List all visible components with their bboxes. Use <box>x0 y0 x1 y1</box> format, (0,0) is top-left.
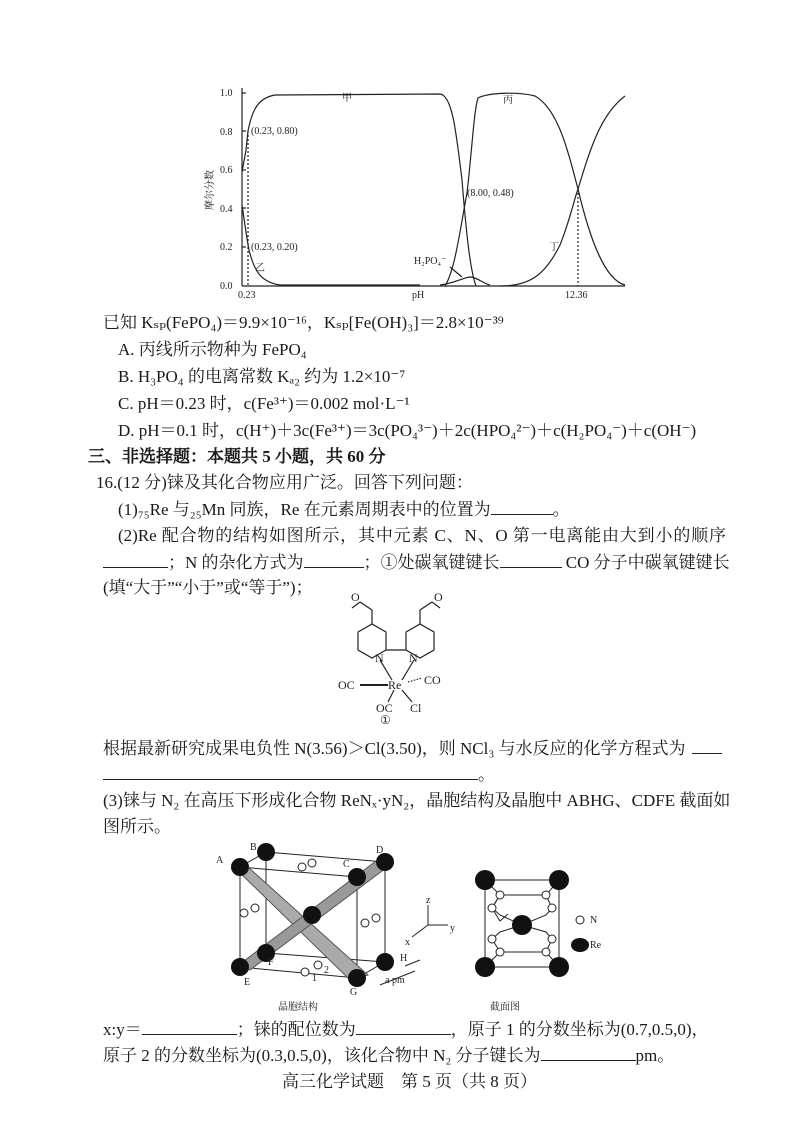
part-1 <box>118 498 570 521</box>
ytick: 0.0 <box>220 281 233 292</box>
answer-blank[interactable] <box>142 1018 237 1035</box>
answer-blank[interactable] <box>304 551 364 568</box>
option-a: A. 丙线所示物种为 FePO₄ <box>118 340 307 359</box>
ytick: 0.4 <box>220 204 233 215</box>
option-d: D. pH＝0.1 时，c(H⁺)＋3c(Fe³⁺)＝3c(PO₄³⁻)＋2c(HPO₄²⁻)＋c(H₂PO₄⁻)＋c(OH⁻) <box>118 421 697 440</box>
vertex-label-e: E <box>244 977 251 988</box>
answer-blank[interactable] <box>491 498 553 515</box>
part-3-line-3 <box>103 1018 709 1041</box>
ncl3-question <box>103 737 722 760</box>
cl-label: Cl <box>410 701 422 715</box>
y-axis-label: 摩尔分数 <box>205 170 216 210</box>
question-16-stem: 16.(12 分)铼及其化合物应用广泛。回答下列问题： <box>96 473 473 492</box>
x-axis-label: pH <box>412 290 425 301</box>
methoxy-o: O <box>351 592 360 604</box>
page-footer: 高三化学试题 第 5 页（共 8 页） <box>282 1072 537 1091</box>
annotation: (8.00, 0.48) <box>467 188 514 199</box>
axis-y: y <box>450 923 455 934</box>
text: 根据最新研究成果电负性 N(3.56)＞Cl(3.50)，则 NCl₃ 与水反应的化学方程式为 <box>103 739 686 758</box>
part-2-line-1: (2)Re 配合物的结构如图所示，其中元素 C、N、O 第一电离能由大到小的顺序 <box>118 526 726 545</box>
crystal-structure-figure <box>200 835 640 1020</box>
atom-1-label: 1 <box>312 973 317 984</box>
option-c: C. pH＝0.23 时，c(Fe³⁺)＝0.002 mol·L⁻¹ <box>118 394 410 413</box>
ytick: 0.6 <box>220 165 233 176</box>
vertex-label-c: C <box>343 859 350 870</box>
series-ding <box>500 96 625 286</box>
xtick: 12.36 <box>565 290 588 301</box>
caption-cell: 晶胞结构 <box>278 1002 318 1013</box>
mark-1: ① <box>380 713 391 727</box>
xtick: 0.23 <box>238 290 256 301</box>
legend-re: Re <box>590 940 602 951</box>
re-complex-structure <box>330 592 470 727</box>
ytick: 0.2 <box>220 242 233 253</box>
axis-x: x <box>405 937 410 948</box>
n-label: N <box>375 651 384 665</box>
answer-blank[interactable] <box>500 551 562 568</box>
part-1-text: (1)₇₅Re 与₂₅Mn 同族，Re 在元素周期表中的位置为 <box>118 500 491 519</box>
series-label: 甲 <box>342 93 352 104</box>
text: ；N 的杂化方式为 <box>168 553 304 572</box>
part-3-line-2: 图所示。 <box>103 817 171 836</box>
series-label: H₂PO₄⁻ <box>414 256 447 267</box>
vertex-label-a: A <box>216 855 224 866</box>
series-label: 丁 <box>549 242 559 253</box>
caption-section: 截面图 <box>490 1002 520 1013</box>
answer-blank[interactable] <box>356 1018 451 1035</box>
answer-blank[interactable] <box>103 551 168 568</box>
co-label: CO <box>424 673 441 687</box>
part-2-line-3: (填“大于”“小于”或“等于”)； <box>103 578 313 597</box>
ytick: 1.0 <box>220 88 233 99</box>
text: CO 分子中碳氧键键长 <box>561 553 730 572</box>
part-3-line-4 <box>103 1044 674 1067</box>
text: ，原子 1 的分数坐标为(0.7,0.5,0)， <box>450 1020 709 1039</box>
methoxy-o: O <box>434 592 443 604</box>
legend-n: N <box>590 915 598 926</box>
ytick: 0.8 <box>220 127 233 138</box>
series-label: 乙 <box>255 263 265 274</box>
axis-z: z <box>426 895 431 906</box>
option-b: B. H₃PO₄ 的电离常数 Kₐ₂ 约为 1.2×10⁻⁷ <box>118 367 406 386</box>
text: 原子 2 的分数坐标为(0.3,0.5,0)，该化合物中 N₂ 分子键长为 <box>103 1046 541 1065</box>
atom-2-label: 2 <box>324 965 329 976</box>
part-1-end: 。 <box>552 500 570 519</box>
oc-label: OC <box>376 701 393 715</box>
oc-label: OC <box>338 678 355 692</box>
text: x:y＝ <box>103 1020 142 1039</box>
section-heading: 三、非选择题：本题共 5 小题，共 60 分 <box>88 447 386 466</box>
annotation: (0.23, 0.20) <box>251 242 298 253</box>
part-3-line-1: (3)铼与 N₂ 在高压下形成化合物 ReNₓ·yN₂，晶胞结构及晶胞中 ABHG、CDFE 截面如 <box>103 791 731 810</box>
vertex-label-d: D <box>376 845 384 856</box>
text: ；①处碳氧键键长 <box>363 553 500 572</box>
answer-blank[interactable] <box>103 763 478 780</box>
re-label: Re <box>388 678 402 692</box>
given-constants: 已知 Kₛₚ(FePO₄)＝9.9×10⁻¹⁶，Kₛₚ[Fe(OH)₃]＝2.8×10⁻³⁹ <box>103 313 504 332</box>
n-label: N <box>409 651 418 665</box>
series-label: 丙 <box>503 95 513 106</box>
vertex-label-g: G <box>350 987 358 998</box>
edge-length-label: a pm <box>385 975 405 986</box>
vertex-label-f: F <box>268 957 274 968</box>
answer-blank[interactable] <box>541 1044 636 1061</box>
ncl3-answer-line <box>103 763 495 786</box>
answer-blank[interactable] <box>692 737 722 754</box>
part-2-line-2 <box>103 551 730 574</box>
annotation: (0.23, 0.80) <box>251 126 298 137</box>
vertex-label-b: B <box>250 842 257 853</box>
text: 。 <box>478 765 495 784</box>
species-distribution-chart <box>200 80 640 305</box>
text: ；铼的配位数为 <box>236 1020 356 1039</box>
text: pm。 <box>635 1046 675 1065</box>
vertex-label-h: H <box>400 953 408 964</box>
